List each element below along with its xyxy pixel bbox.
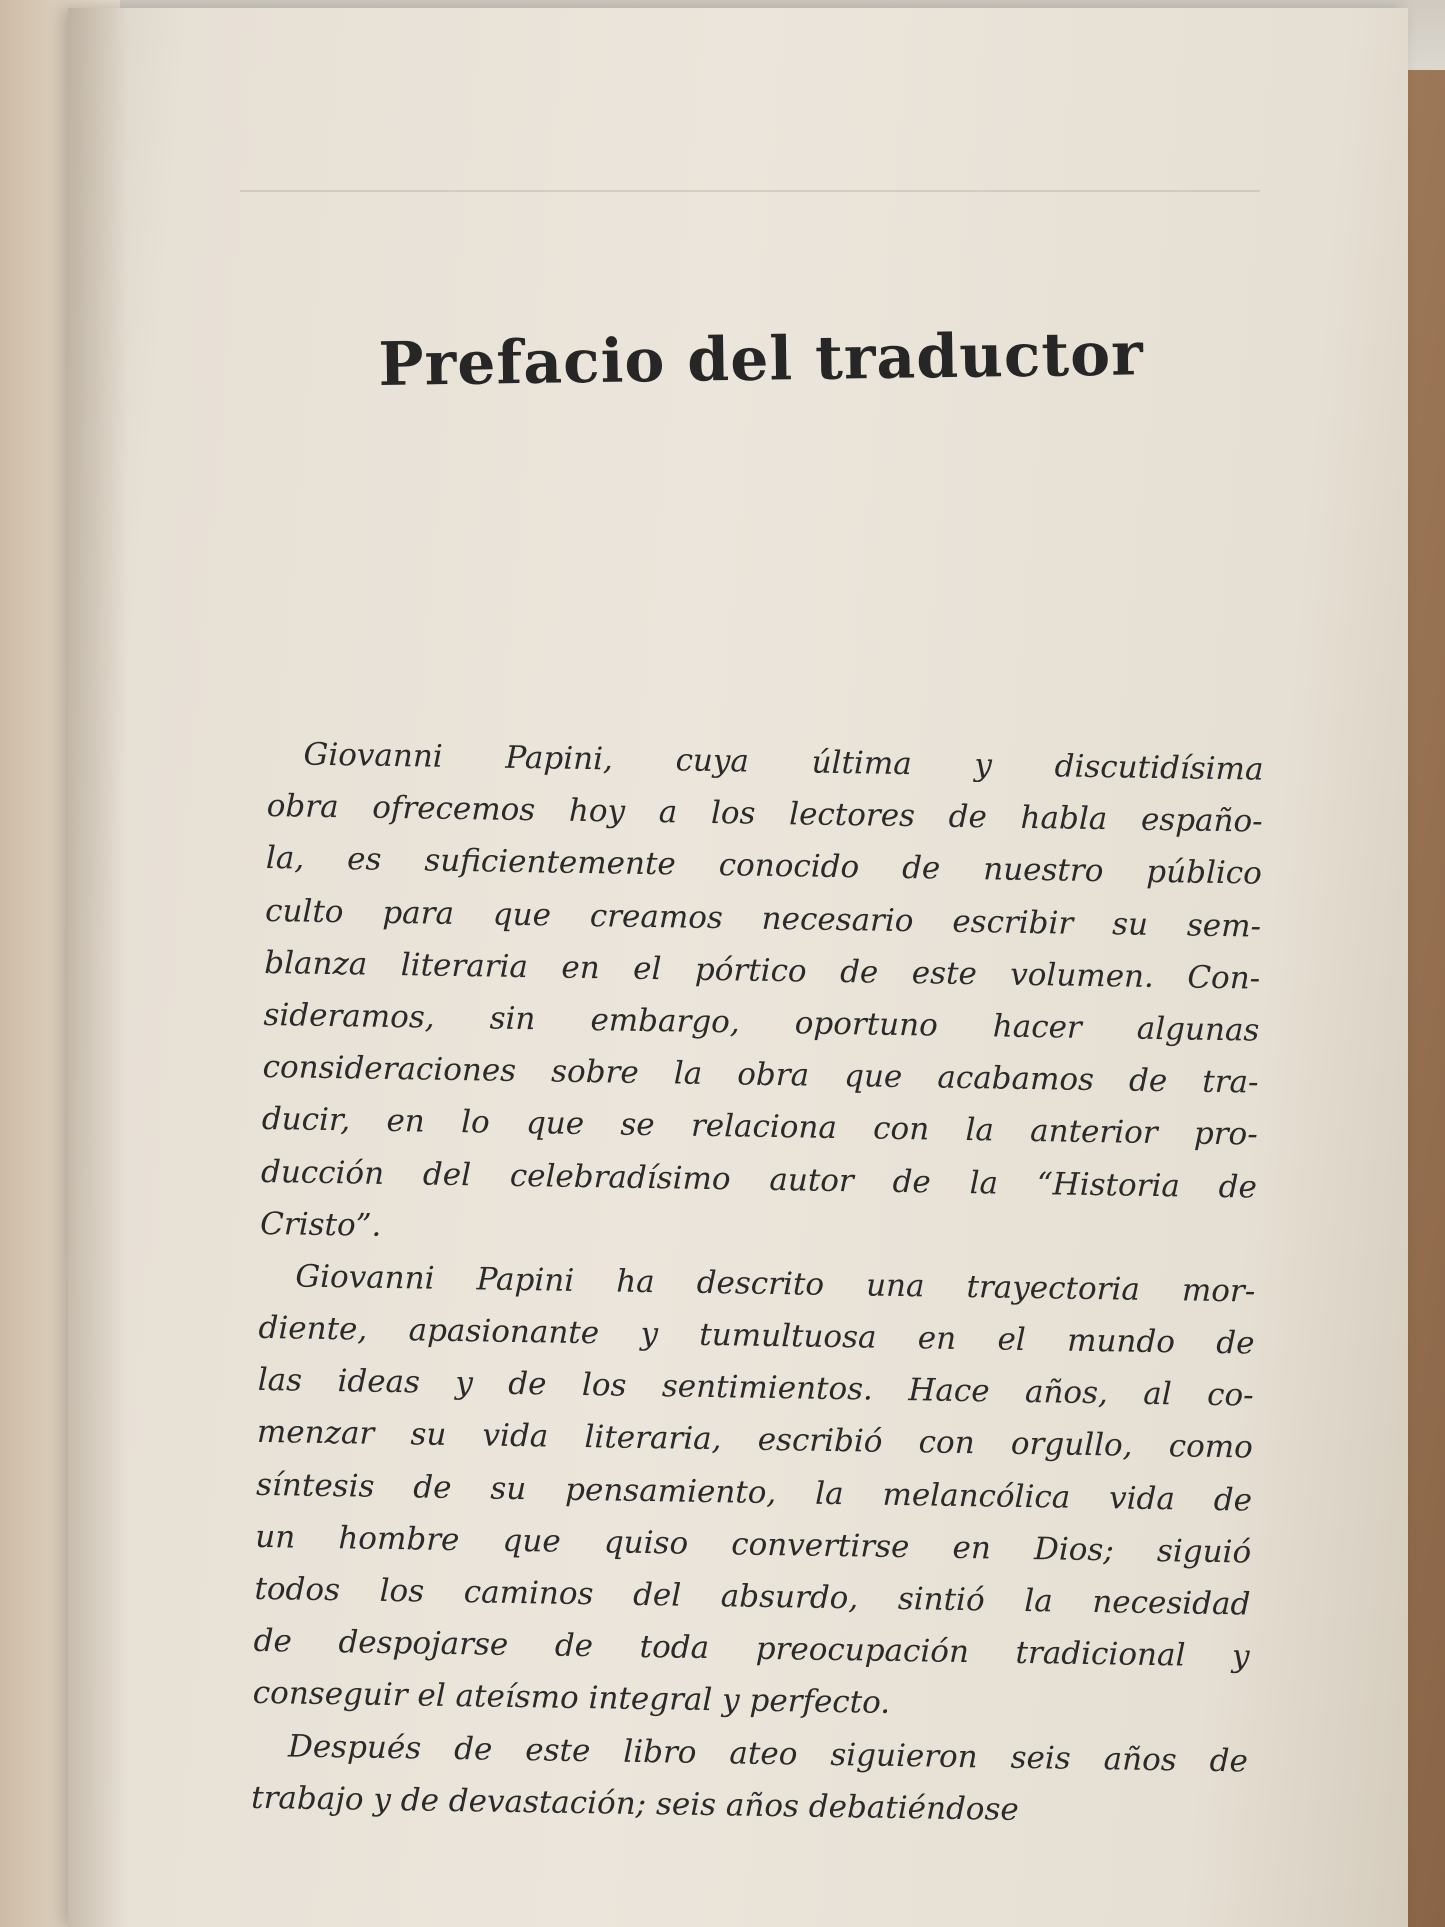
text-line: Giovanni Papini ha descrito una trayectoria mor-	[295, 1258, 1256, 1310]
text-line: menzar su vida literaria, escribió con orgullo, como	[256, 1414, 1254, 1466]
text-line: de despojarse de toda preocupación tradicional y	[253, 1623, 1250, 1675]
body-text	[251, 728, 1264, 1839]
bleed-through-rule	[240, 190, 1260, 192]
paragraph	[251, 1719, 1249, 1839]
page-gutter-shadow	[68, 8, 128, 1927]
paragraph	[260, 728, 1264, 1265]
text-line: consideraciones sobre la obra que acabamos de tra-	[262, 1049, 1259, 1101]
text-line: la, es suficientemente conocido de nuestro público	[265, 840, 1263, 893]
text-line: blanza literaria en el pórtico de este volumen. Con-	[264, 944, 1261, 997]
text-line: conseguir el ateísmo integral y perfecto.	[252, 1675, 891, 1722]
text-line: ducir, en lo que se relaciona con la anterior pro-	[261, 1101, 1259, 1153]
text-line: Giovanni Papini, cuya última y discutidísima	[303, 736, 1264, 788]
text-line: culto para que creamos necesario escribir su sem-	[264, 892, 1262, 945]
text-line: diente, apasionante y tumultuosa en el mundo de	[258, 1309, 1255, 1362]
text-line: todos los caminos del absurdo, sintió la necesidad	[254, 1570, 1251, 1623]
text-line: sideramos, sin embargo, oportuno hacer algunas	[263, 996, 1260, 1049]
text-line: trabajo y de devastación; seis años debatiéndose	[250, 1779, 1020, 1828]
text-line: ducción del celebradísimo autor de la “Historia de	[260, 1153, 1258, 1206]
text-line: un hombre que quiso convertirse en Dios; siguió	[255, 1518, 1252, 1571]
text-line: las ideas y de los sentimientos. Hace años, al co-	[257, 1362, 1254, 1414]
paragraph	[252, 1250, 1255, 1735]
text-line: síntesis de su pensamiento, la melancólica vida de	[255, 1466, 1253, 1519]
text-line: Después de este libro ateo siguieron seis años de	[287, 1728, 1249, 1780]
text-line: obra ofrecemos hoy a los lectores de habla españo-	[266, 788, 1263, 840]
text-line: Cristo”.	[259, 1205, 382, 1244]
page-title: Prefacio del traductor	[378, 319, 1145, 400]
